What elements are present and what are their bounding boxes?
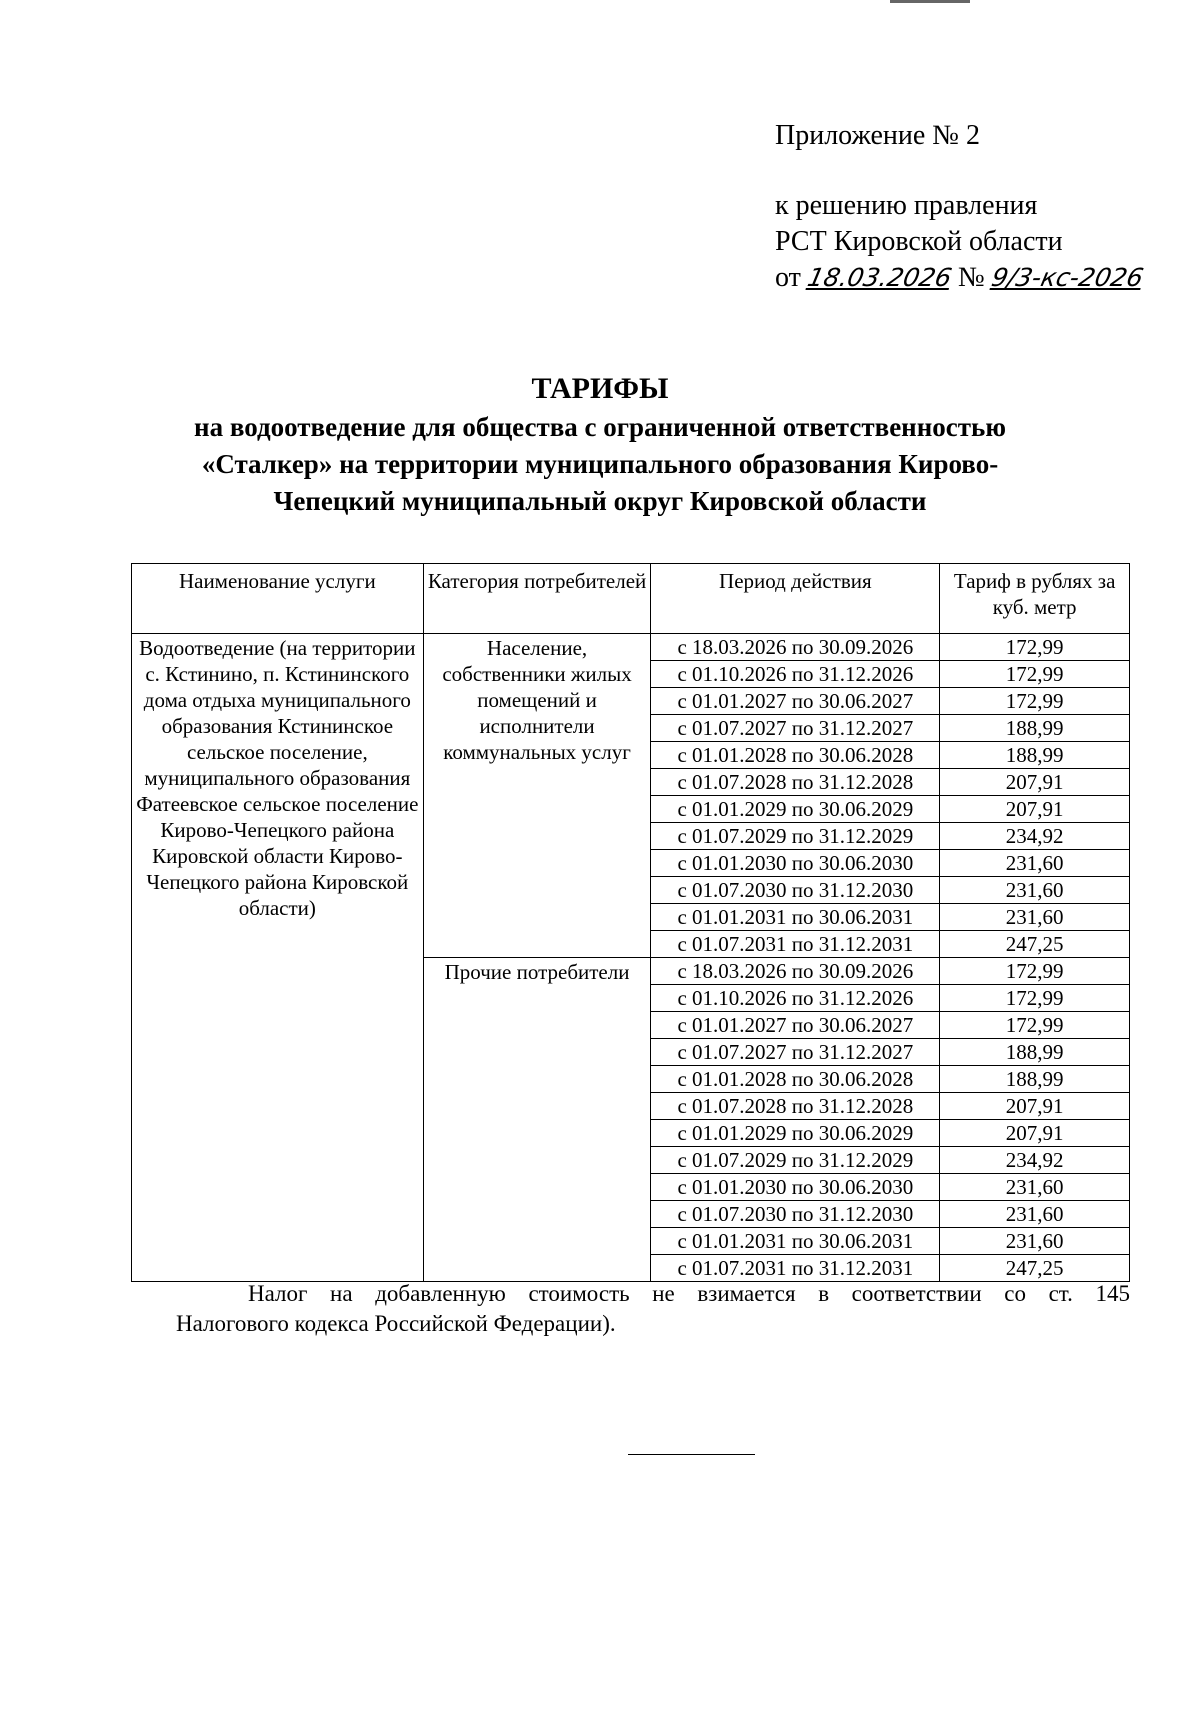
- category-cell: Прочие потребители: [423, 958, 651, 1282]
- header-category: Категория потребителей: [423, 564, 651, 634]
- header-service: Наименование услуги: [132, 564, 424, 634]
- period-cell: с 01.07.2028 по 31.12.2028: [651, 1093, 940, 1120]
- tariff-value-cell: 207,91: [940, 769, 1130, 796]
- period-cell: с 01.10.2026 по 31.12.2026: [651, 985, 940, 1012]
- period-cell: с 01.07.2027 по 31.12.2027: [651, 715, 940, 742]
- tariff-value-cell: 207,91: [940, 1093, 1130, 1120]
- period-cell: с 01.07.2031 по 31.12.2031: [651, 1255, 940, 1282]
- tariff-value-cell: 172,99: [940, 985, 1130, 1012]
- period-cell: с 01.07.2029 по 31.12.2029: [651, 1147, 940, 1174]
- handwritten-date: 18.03.2026: [804, 263, 955, 292]
- period-cell: с 01.07.2030 по 31.12.2030: [651, 877, 940, 904]
- tariff-value-cell: 231,60: [940, 1174, 1130, 1201]
- tariff-value-cell: 231,60: [940, 904, 1130, 931]
- tariff-value-cell: 247,25: [940, 1255, 1130, 1282]
- period-cell: с 01.01.2029 по 30.06.2029: [651, 796, 940, 823]
- category-cell: Население, собственники жилых помещений и исполнители коммунальных услуг: [423, 634, 651, 958]
- tariff-value-cell: 188,99: [940, 1066, 1130, 1093]
- appendix-ref-line1: к решению правления: [775, 190, 1038, 221]
- scan-artifact: [890, 0, 970, 3]
- heading-line-3: Чепецкий муниципальный округ Кировской области: [273, 486, 927, 516]
- appendix-block: [775, 118, 1146, 296]
- end-rule: [628, 1454, 755, 1455]
- tariff-value-cell: 231,60: [940, 1228, 1130, 1255]
- period-cell: с 01.01.2031 по 30.06.2031: [651, 904, 940, 931]
- period-cell: с 01.01.2030 по 30.06.2030: [651, 1174, 940, 1201]
- tariff-value-cell: 234,92: [940, 1147, 1130, 1174]
- period-cell: с 01.01.2027 по 30.06.2027: [651, 1012, 940, 1039]
- period-cell: с 01.07.2030 по 31.12.2030: [651, 1201, 940, 1228]
- tariff-value-cell: 172,99: [940, 661, 1130, 688]
- tariff-value-cell: 172,99: [940, 688, 1130, 715]
- tariff-value-cell: 188,99: [940, 715, 1130, 742]
- tariff-value-cell: 231,60: [940, 850, 1130, 877]
- tariff-value-cell: 172,99: [940, 634, 1130, 661]
- tariff-value-cell: 231,60: [940, 877, 1130, 904]
- date-prefix: от: [775, 262, 801, 293]
- tariff-table-body: [132, 634, 1130, 1282]
- period-cell: с 01.01.2029 по 30.06.2029: [651, 1120, 940, 1147]
- period-cell: с 01.01.2028 по 30.06.2028: [651, 1066, 940, 1093]
- page-title: ТАРИФЫ: [531, 372, 669, 405]
- header-period: Период действия: [651, 564, 940, 634]
- tariff-value-cell: 188,99: [940, 742, 1130, 769]
- period-cell: с 01.01.2028 по 30.06.2028: [651, 742, 940, 769]
- tariff-value-cell: 247,25: [940, 931, 1130, 958]
- footnote-line-1: Налог на добавленную стоимость не взимается в соответствии со ст. 145: [248, 1281, 1130, 1306]
- footnote-line-2: Налогового кодекса Российской Федерации).: [176, 1311, 616, 1336]
- period-cell: с 01.01.2031 по 30.06.2031: [651, 1228, 940, 1255]
- period-cell: с 01.01.2030 по 30.06.2030: [651, 850, 940, 877]
- period-cell: с 01.07.2031 по 31.12.2031: [651, 931, 940, 958]
- heading-line-2: «Сталкер» на территории муниципального образования Кирово-: [201, 449, 999, 479]
- tariff-value-cell: 231,60: [940, 1201, 1130, 1228]
- period-cell: с 01.10.2026 по 31.12.2026: [651, 661, 940, 688]
- header-tariff: Тариф в рублях за куб. метр: [940, 564, 1130, 634]
- tariff-value-cell: 172,99: [940, 1012, 1130, 1039]
- period-cell: с 18.03.2026 по 30.09.2026: [651, 634, 940, 661]
- document-heading: [120, 370, 1080, 520]
- heading-line-1: на водоотведение для общества с ограниченной ответственностью: [194, 412, 1006, 442]
- tariff-table: [131, 563, 1130, 1282]
- period-cell: с 01.01.2027 по 30.06.2027: [651, 688, 940, 715]
- tariff-value-cell: 188,99: [940, 1039, 1130, 1066]
- appendix-date-line: [775, 260, 1146, 296]
- table-header-row: [132, 564, 1130, 634]
- number-sign: №: [958, 262, 985, 293]
- tariff-value-cell: 207,91: [940, 1120, 1130, 1147]
- appendix-ref-line2: РСТ Кировской области: [775, 226, 1063, 257]
- period-cell: с 18.03.2026 по 30.09.2026: [651, 958, 940, 985]
- handwritten-number: 9/3-кс-2026: [988, 263, 1146, 292]
- tariff-value-cell: 207,91: [940, 796, 1130, 823]
- table-row: [132, 634, 1130, 661]
- service-name-cell: Водоотведение (на территории с. Кстинино, п. Кстининского дома отдыха муниципального образования Кстининское сельское поселение, муниципального образования Фатеевское сельское поселение Кирово-Чепецкого района Кировской области Кирово-Чепецкого района Кировской области): [132, 634, 424, 1282]
- period-cell: с 01.07.2029 по 31.12.2029: [651, 823, 940, 850]
- appendix-title: Приложение № 2: [775, 120, 980, 151]
- period-cell: с 01.07.2028 по 31.12.2028: [651, 769, 940, 796]
- period-cell: с 01.07.2027 по 31.12.2027: [651, 1039, 940, 1066]
- tariff-value-cell: 172,99: [940, 958, 1130, 985]
- footnote: [176, 1279, 1130, 1339]
- tariff-value-cell: 234,92: [940, 823, 1130, 850]
